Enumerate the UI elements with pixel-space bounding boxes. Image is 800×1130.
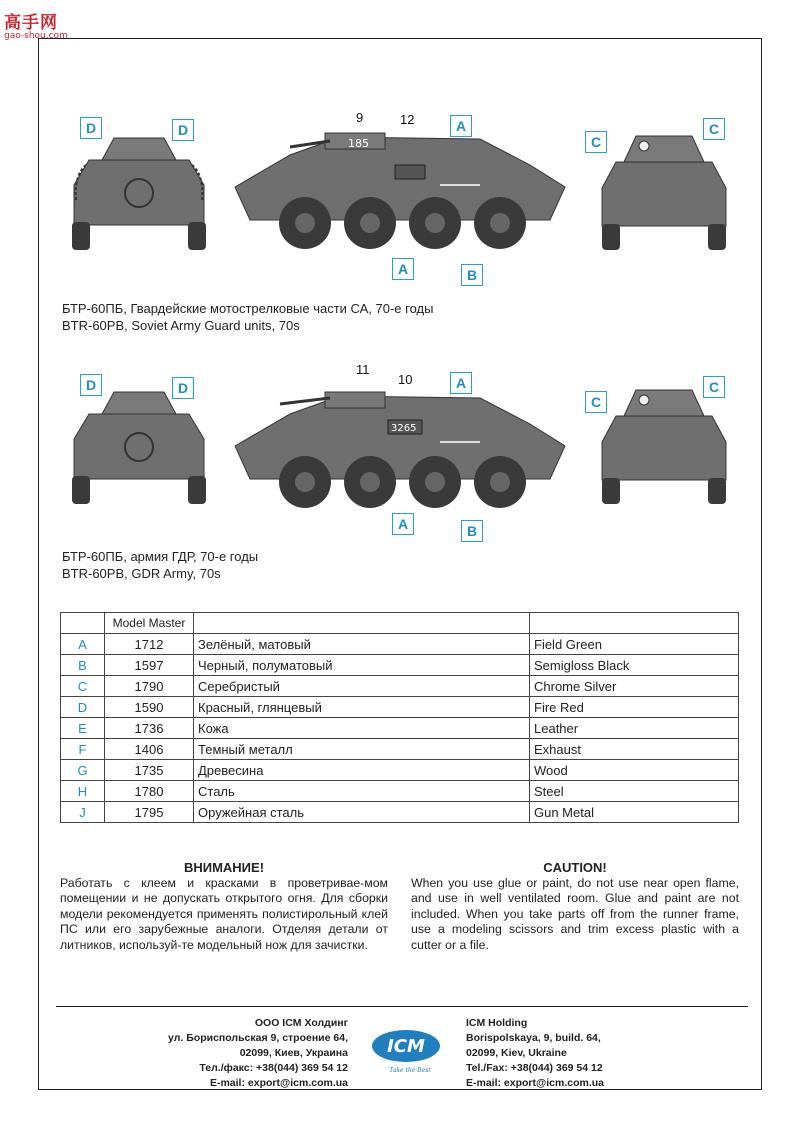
variant-1-caption-ru: БТР-60ПБ, Гвардейские мотострелковые части СА, 70-е годы (62, 301, 434, 316)
paint-code: 1780 (105, 781, 194, 802)
table-row (61, 676, 739, 697)
warning-en (411, 860, 739, 953)
paint-name-ru: Зелёный, матовый (194, 634, 530, 655)
paint-letter: F (61, 739, 105, 760)
callout-c: C (585, 391, 607, 413)
hull-number-2: 3265 (391, 423, 417, 434)
paint-name-ru: Черный, полуматовый (194, 655, 530, 676)
paint-code: 1736 (105, 718, 194, 739)
paint-letter: C (61, 676, 105, 697)
watermark-title: 高手网 (4, 13, 58, 33)
paint-name-en: Wood (530, 760, 739, 781)
callout-number-10: 10 (398, 372, 413, 387)
paint-code: 1406 (105, 739, 194, 760)
paint-letter: G (61, 760, 105, 781)
address-en-email: E-mail: export@icm.com.ua (466, 1077, 605, 1089)
hull-number-1: 185 (348, 137, 369, 150)
address-en (466, 1016, 604, 1091)
table-row (61, 739, 739, 760)
warning-en-title: CAUTION! (543, 860, 607, 875)
address-en-line: 02099, Kiev, Ukraine (466, 1047, 567, 1059)
side-view-vehicle-1 (230, 125, 570, 255)
paint-table (60, 612, 739, 823)
rear-view-vehicle-1 (64, 130, 214, 252)
address-ru-line: Тел./факс: +38(044) 369 54 12 (199, 1062, 348, 1074)
callout-c: C (703, 118, 725, 140)
variant-1-caption-en: BTR-60PB, Soviet Army Guard units, 70s (62, 318, 300, 333)
address-ru-email: E-mail: export@icm.com.ua (209, 1077, 348, 1089)
paint-letter: E (61, 718, 105, 739)
paint-name-en: Gun Metal (530, 802, 739, 823)
address-en-line: Borispolskaya, 9, build. 64, (466, 1032, 601, 1044)
paint-letter: J (61, 802, 105, 823)
table-row (61, 634, 739, 655)
paint-name-ru: Древесина (194, 760, 530, 781)
variant-2-caption-ru: БТР-60ПБ, армия ГДР, 70-е годы (62, 549, 259, 564)
paint-name-ru: Темный металл (194, 739, 530, 760)
paint-code: 1590 (105, 697, 194, 718)
warning-ru (60, 860, 388, 953)
paint-code: 1712 (105, 634, 194, 655)
address-ru-line: ООО ICM Холдинг (254, 1017, 348, 1029)
callout-c: C (703, 376, 725, 398)
callout-d: D (172, 119, 194, 141)
paint-name-en: Steel (530, 781, 739, 802)
icm-logo (370, 1022, 442, 1076)
paint-letter: B (61, 655, 105, 676)
callout-d: D (80, 117, 102, 139)
paint-code: 1597 (105, 655, 194, 676)
callout-d: D (172, 377, 194, 399)
rear-view-vehicle-2 (64, 384, 214, 506)
callout-d: D (80, 374, 102, 396)
callout-c: C (585, 131, 607, 153)
callout-b: B (461, 520, 483, 542)
paint-name-en: Chrome Silver (530, 676, 739, 697)
address-en-line: Tel./Fax: +38(044) 369 54 12 (466, 1062, 603, 1074)
paint-name-en: Field Green (530, 634, 739, 655)
header-letter (61, 613, 105, 634)
address-ru-line: ул. Бориспольская 9, строение 64, (168, 1032, 348, 1044)
paint-name-en: Semigloss Black (530, 655, 739, 676)
paint-name-ru: Оружейная сталь (194, 802, 530, 823)
table-row (61, 760, 739, 781)
table-row (61, 781, 739, 802)
address-ru (168, 1016, 348, 1091)
callout-a: A (392, 258, 414, 280)
table-row (61, 697, 739, 718)
callout-a: A (450, 115, 472, 137)
front-view-vehicle-1 (596, 130, 732, 252)
callout-b: B (461, 264, 483, 286)
callout-a: A (392, 513, 414, 535)
paint-name-en: Exhaust (530, 739, 739, 760)
table-row (61, 655, 739, 676)
variant-2-caption-en: BTR-60PB, GDR Army, 70s (62, 566, 221, 581)
address-en-line: ICM Holding (466, 1017, 528, 1029)
logo-text: ICM (387, 1036, 425, 1057)
table-row (61, 802, 739, 823)
table-header-row (61, 613, 739, 634)
paint-name-en: Leather (530, 718, 739, 739)
front-view-vehicle-2 (596, 384, 732, 506)
paint-letter: A (61, 634, 105, 655)
header-code: Model Master (105, 613, 194, 634)
paint-letter: D (61, 697, 105, 718)
paint-name-ru: Кожа (194, 718, 530, 739)
table-row (61, 718, 739, 739)
address-ru-line: 02099, Киев, Украина (239, 1047, 348, 1059)
paint-code: 1795 (105, 802, 194, 823)
logo-slogan: Take the Best (389, 1067, 431, 1074)
warning-en-text: When you use glue or paint, do not use near open flame, and use in well ventilated room. Glue and paint are not included. When you take parts off from the runner frame, use a modeling scissors and trim excess plastic with a cutter or a file. (411, 875, 739, 952)
watermark-url: gao-shou.com (4, 31, 68, 41)
paint-code: 1790 (105, 676, 194, 697)
paint-letter: H (61, 781, 105, 802)
side-view-vehicle-2 (230, 384, 570, 514)
callout-number-11: 11 (356, 362, 370, 377)
paint-name-en: Fire Red (530, 697, 739, 718)
warning-ru-title: ВНИМАНИЕ! (183, 860, 265, 875)
variant-2-caption (62, 548, 258, 582)
callout-number-12: 12 (400, 112, 415, 127)
callout-number-9: 9 (356, 110, 364, 125)
paint-name-ru: Серебристый (194, 676, 530, 697)
footer-divider (56, 1006, 748, 1007)
header-en (530, 613, 739, 634)
header-ru (194, 613, 530, 634)
callout-a: A (450, 372, 472, 394)
paint-code: 1735 (105, 760, 194, 781)
paint-name-ru: Красный, глянцевый (194, 697, 530, 718)
paint-name-ru: Сталь (194, 781, 530, 802)
variant-1-caption (62, 300, 433, 334)
warning-ru-text: Работать с клеем и красками в проветривае-мом помещении и не допускать открытого огня. Для сборки модели рекомендуется применять полистирольный клей ПС или его зарубежные аналоги. Отделяя детали от литников, используй-те модельный нож для зачистки. (60, 875, 388, 952)
